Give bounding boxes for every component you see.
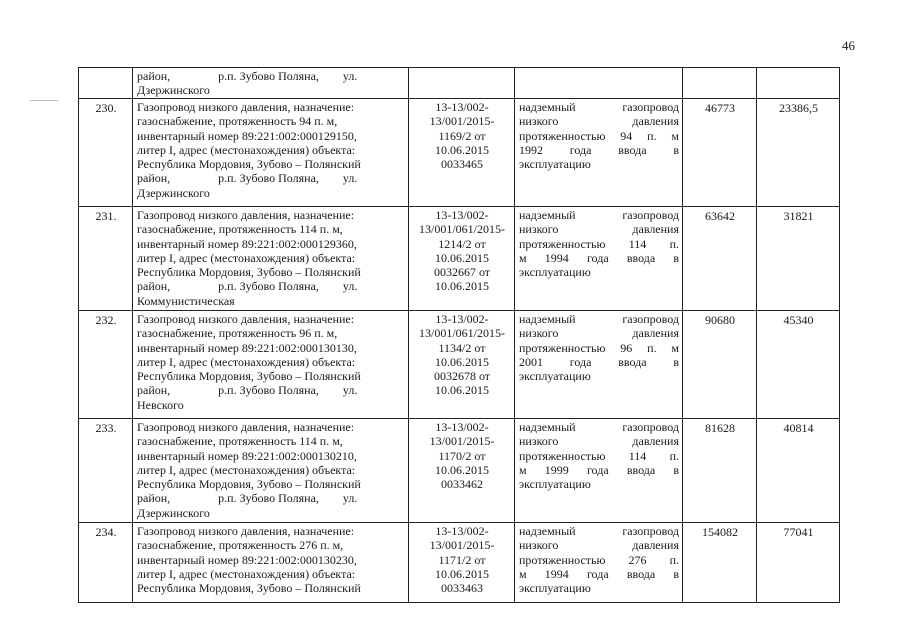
object-description-cell	[133, 311, 409, 419]
text-line: Республика Мордовия, Зубово – Полянский	[137, 265, 361, 280]
text-line: 10.06.2015	[435, 250, 489, 265]
text-line: 10.06.2015	[435, 462, 489, 477]
text-line: протяженностью 114 п.	[519, 236, 679, 251]
text-line: низкого давления	[519, 326, 679, 341]
value-cell	[757, 68, 840, 99]
text-line: инвентарный номер 89:221:002:000129360,	[137, 236, 357, 251]
text-line: 0033462	[441, 477, 483, 492]
text-line: м 1994 года ввода в	[519, 566, 679, 581]
text-line: Дзержинского	[137, 83, 210, 98]
text-line: инвентарный номер 89:221:002:000129150,	[137, 128, 357, 143]
value-cell: 154082	[683, 523, 757, 603]
object-description-cell	[133, 419, 409, 523]
text-line: 13/001/2015-	[429, 434, 495, 449]
object-description-cell	[133, 523, 409, 603]
value-cell: 23386,5	[757, 99, 840, 207]
text-line: Газопровод низкого давления, назначение:	[137, 420, 355, 434]
text-line: инвентарный номер 89:221:002:000130130,	[137, 340, 357, 355]
characteristics-cell	[515, 419, 683, 523]
text-line: район, р.п. Зубово Поляна, ул.	[137, 69, 358, 83]
text-line: Дзержинского	[137, 185, 210, 200]
row-number-cell: 232.	[79, 311, 133, 419]
value-cell: 63642	[683, 207, 757, 311]
text-line: 13/001/2015-	[429, 538, 495, 553]
text-line: протяженностью 114 п.	[519, 448, 679, 463]
text-line: эксплуатацию	[519, 581, 591, 596]
text-line: протяженностью 94 п. м	[519, 128, 679, 143]
text-line: район, р.п. Зубово Поляна, ул.	[137, 491, 358, 506]
text-line: газоснабжение, протяженность 94 п. м,	[137, 114, 338, 129]
text-line: 0033463	[441, 581, 483, 596]
table-row	[79, 523, 840, 603]
scan-artifact-line	[30, 100, 58, 101]
text-line: район, р.п. Зубово Поляна, ул.	[137, 171, 358, 186]
text-line: инвентарный номер 89:221:002:000130230,	[137, 552, 357, 567]
value-cell: 31821	[757, 207, 840, 311]
text-line: 10.06.2015	[435, 279, 489, 294]
text-line: надземный газопровод	[519, 312, 679, 326]
text-line: 10.06.2015	[435, 142, 489, 157]
text-line: 13-13/002-	[435, 420, 489, 434]
characteristics-cell	[515, 207, 683, 311]
registration-cell	[409, 68, 515, 99]
text-line: Республика Мордовия, Зубово – Полянский	[137, 157, 361, 172]
registration-cell	[409, 311, 515, 419]
text-line: эксплуатацию	[519, 477, 591, 492]
text-line: газоснабжение, протяженность 114 п. м,	[137, 222, 343, 237]
text-line: м 1999 года ввода в	[519, 462, 679, 477]
table-row	[79, 311, 840, 419]
table-row	[79, 207, 840, 311]
registration-cell	[409, 419, 515, 523]
text-line: 13/001/061/2015-	[419, 222, 505, 237]
row-number-cell: 234.	[79, 523, 133, 603]
text-line: Невского	[137, 397, 184, 412]
characteristics-cell	[515, 68, 683, 99]
text-line: эксплуатацию	[519, 369, 591, 384]
text-line: 1169/2 от	[438, 128, 486, 143]
text-line: эксплуатацию	[519, 265, 591, 280]
text-line: 10.06.2015	[435, 383, 489, 398]
text-line: 1992 года ввода в	[519, 142, 679, 157]
text-line: Газопровод низкого давления, назначение:	[137, 208, 355, 222]
text-line: Дзержинского	[137, 505, 210, 520]
text-line: литер I, адрес (местонахождения) объекта:	[137, 250, 356, 265]
row-number-cell	[79, 68, 133, 99]
text-line: эксплуатацию	[519, 157, 591, 172]
text-line: низкого давления	[519, 538, 679, 553]
text-line: 13-13/002-	[435, 524, 489, 538]
text-line: литер I, адрес (местонахождения) объекта:	[137, 462, 356, 477]
text-line: литер I, адрес (местонахождения) объекта:	[137, 566, 356, 581]
text-line: 13/001/2015-	[429, 114, 495, 129]
value-cell: 77041	[757, 523, 840, 603]
text-line: 1171/2 от	[438, 552, 486, 567]
text-line: газоснабжение, протяженность 114 п. м,	[137, 434, 343, 449]
text-line: 0033465	[441, 157, 483, 172]
registration-cell	[409, 523, 515, 603]
text-line: протяженностью 276 п.	[519, 552, 679, 567]
table-row	[79, 419, 840, 523]
table-body	[79, 68, 840, 603]
characteristics-cell	[515, 311, 683, 419]
text-line: низкого давления	[519, 434, 679, 449]
text-line: 10.06.2015	[435, 566, 489, 581]
property-table	[78, 67, 840, 603]
value-cell: 81628	[683, 419, 757, 523]
value-cell	[683, 68, 757, 99]
text-line: Газопровод низкого давления, назначение:	[137, 524, 355, 538]
table-row-continuation	[79, 68, 840, 99]
text-line: м 1994 года ввода в	[519, 250, 679, 265]
object-description-cell	[133, 68, 409, 99]
text-line: надземный газопровод	[519, 208, 679, 222]
value-cell: 40814	[757, 419, 840, 523]
value-cell: 45340	[757, 311, 840, 419]
text-line: район, р.п. Зубово Поляна, ул.	[137, 383, 358, 398]
text-line: Республика Мордовия, Зубово – Полянский	[137, 477, 361, 492]
row-number-cell: 231.	[79, 207, 133, 311]
characteristics-cell	[515, 523, 683, 603]
text-line: 0032667 от	[433, 265, 491, 280]
value-cell: 90680	[683, 311, 757, 419]
text-line: 0032678 от	[433, 369, 491, 384]
registration-cell	[409, 99, 515, 207]
text-line: Коммунистическая	[137, 293, 235, 308]
value-cell: 46773	[683, 99, 757, 207]
text-line: район, р.п. Зубово Поляна, ул.	[137, 279, 358, 294]
text-line: литер I, адрес (местонахождения) объекта:	[137, 354, 356, 369]
text-line: 1214/2 от	[438, 236, 486, 251]
object-description-cell	[133, 207, 409, 311]
text-line: надземный газопровод	[519, 100, 679, 114]
text-line: протяженностью 96 п. м	[519, 340, 679, 355]
text-line: надземный газопровод	[519, 420, 679, 434]
text-line: 1170/2 от	[438, 448, 486, 463]
text-line: 13-13/002-	[435, 208, 489, 222]
characteristics-cell	[515, 99, 683, 207]
text-line: 2001 года ввода в	[519, 354, 679, 369]
text-line: Газопровод низкого давления, назначение:	[137, 312, 355, 326]
text-line: литер I, адрес (местонахождения) объекта:	[137, 142, 356, 157]
text-line: 13-13/002-	[435, 100, 489, 114]
text-line: низкого давления	[519, 114, 679, 129]
row-number-cell: 233.	[79, 419, 133, 523]
text-line: низкого давления	[519, 222, 679, 237]
text-line: газоснабжение, протяженность 276 п. м,	[137, 538, 344, 553]
text-line: 13-13/002-	[435, 312, 489, 326]
row-number-cell: 230.	[79, 99, 133, 207]
registration-cell	[409, 207, 515, 311]
text-line: 10.06.2015	[435, 354, 489, 369]
text-line: 1134/2 от	[438, 340, 486, 355]
text-line: инвентарный номер 89:221:002:000130210,	[137, 448, 357, 463]
text-line: 13/001/061/2015-	[419, 326, 505, 341]
text-line: Газопровод низкого давления, назначение:	[137, 100, 355, 114]
text-line: Республика Мордовия, Зубово – Полянский	[137, 581, 361, 596]
text-line: газоснабжение, протяженность 96 п. м,	[137, 326, 338, 341]
object-description-cell	[133, 99, 409, 207]
page-number: 46	[842, 38, 855, 53]
text-line: надземный газопровод	[519, 524, 679, 538]
table-row	[79, 99, 840, 207]
text-line: Республика Мордовия, Зубово – Полянский	[137, 369, 361, 384]
